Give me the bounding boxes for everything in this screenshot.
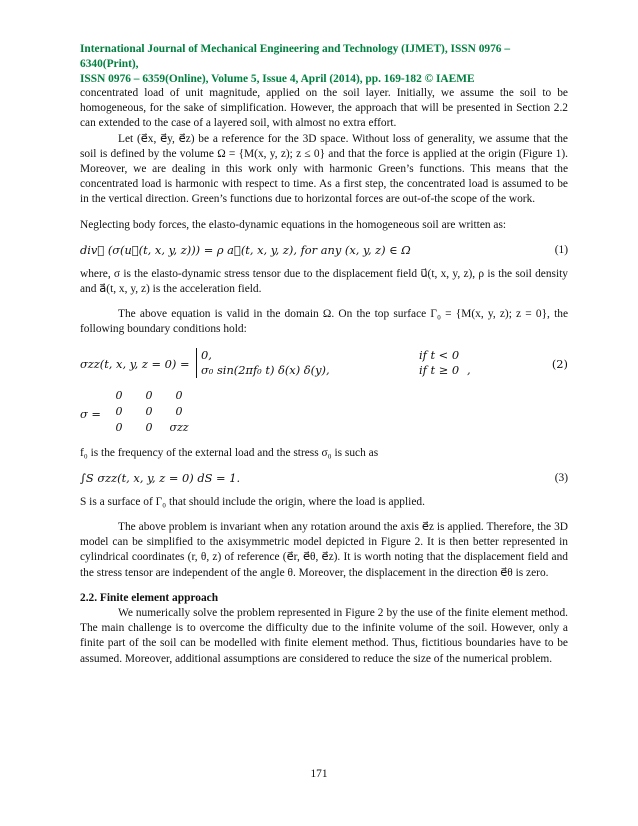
case-1-condition: if t < 0 (419, 347, 460, 362)
equation-3-number: (3) (554, 471, 568, 484)
matrix-table (104, 388, 194, 436)
paragraph-5: The above equation is valid in the domain Ω. On the top surface Γ₀ = {M(x, y, z); z = 0}, the following boundary conditions hold: (80, 308, 568, 336)
paragraph-7: S is a surface of Γ₀ that should include the origin, where the load is applied. (80, 495, 425, 508)
matrix-label: σ = (80, 406, 101, 421)
paragraph-3: Neglecting body forces, the elasto-dynamic equations in the homogeneous soil are written as: (80, 218, 507, 231)
matrix-cell: 0 (145, 404, 153, 418)
stress-tensor-matrix (80, 388, 568, 440)
equation-3 (80, 471, 568, 489)
matrix-cell: 0 (115, 404, 123, 418)
header-line-2: ISSN 0976 – 6359(Online), Volume 5, Issue 4, April (2014), pp. 169-182 © IAEME (80, 73, 475, 85)
equation-2-lhs: σzz(t, x, y, z = 0) = (80, 356, 190, 371)
equation-2-case-2 (201, 362, 471, 378)
matrix-cell: 0 (115, 420, 123, 434)
equation-2 (80, 348, 568, 382)
equation-1-number: (1) (554, 243, 568, 256)
equation-1 (80, 243, 568, 261)
equation-2-case-1 (201, 347, 460, 363)
paragraph-2: Let (e⃗x, e⃗y, e⃗z) be a reference for the 3D space. Without loss of generality, we assume that the soil is defined by the volume Ω = {M(x, y, z); z ≤ 0} and that the force is applied at the origin (Figure 1). Moreover, we are dealing in this work only with harmonic Green’s functions. This means that the concentrated load is harmonic with respect to time. As a first step, the concentrated load is assumed to be in the vertical direction. Green’s functions due to horizontal forces are out-of-the scope of the work. (80, 132, 568, 206)
matrix-cell: 0 (145, 388, 153, 402)
matrix-cell: σzz (169, 420, 189, 434)
page-number: 171 (310, 768, 328, 780)
matrix-cell: 0 (175, 388, 183, 402)
journal-header (80, 42, 568, 87)
matrix-cell: 0 (115, 388, 123, 402)
case-1-value: 0, (201, 347, 212, 362)
matrix-row (104, 404, 194, 420)
paragraph-4: where, σ is the elasto-dynamic stress tensor due to the displacement field u⃗(t, x, y, z), ρ is the soil density and a⃗(t, x, y, z) is the acceleration field. (80, 267, 568, 296)
equation-3-body: ∫S σzz(t, x, y, z = 0) dS = 1. (80, 470, 241, 485)
matrix-cell: 0 (175, 404, 183, 418)
section-heading: 2.2. Finite element approach (80, 591, 219, 604)
paragraph-8: The above problem is invariant when any rotation around the axis e⃗z is applied. Therefore, the 3D model can be simplified to the axisymmetric model depicted in Figure 2. It is then better represented in cylindrical coordinates (r, θ, z) of reference (e⃗r, e⃗θ, e⃗z). It is worth noting that the displacement field and the stress tensor are independent of the angle θ. Moreover, the displacement in the direction e⃗θ is zero. (80, 521, 568, 579)
equation-2-cases (196, 347, 471, 378)
case-2-condition: if t ≥ 0 (419, 362, 460, 377)
page-body (80, 86, 568, 667)
matrix-row (104, 388, 194, 404)
paragraph-9: We numerically solve the problem represented in Figure 2 by the use of the finite element method. The main challenge is to overcome the difficulty due to the infinite volume of the soil. However, only a finite part of the soil can be modelled with finite element method. Thus, fictitious boundaries have to be assumed. Moreover, additional assumptions are considered to reduce the size of the numerical problem. (80, 607, 568, 665)
paragraph-6: f₀ is the frequency of the external load and the stress σ₀ is such as (80, 446, 379, 459)
paragraph-1: concentrated load of unit magnitude, applied on the soil layer. Initially, we assume the soil to be homogeneous, for the sake of simplification. However, the approach that will be presented in Section 2.2 can extended to the case of a layered soil, with almost no extra effort. (80, 87, 568, 130)
matrix-cell: 0 (145, 420, 153, 434)
equation-1-body: div⃗ (σ(u⃗(t, x, y, z))) = ρ a⃗(t, x, y, z), for any (x, y, z) ∈ Ω (80, 242, 411, 257)
header-line-1: International Journal of Mechanical Engineering and Technology (IJMET), ISSN 0976 – 6340(Print), (80, 43, 511, 70)
case-2-value: σ₀ sin(2πf₀ t) δ(x) δ(y), (201, 362, 330, 377)
equation-2-comma: , (467, 362, 471, 377)
matrix-row (104, 420, 194, 436)
equation-2-number: (2) (551, 356, 568, 371)
